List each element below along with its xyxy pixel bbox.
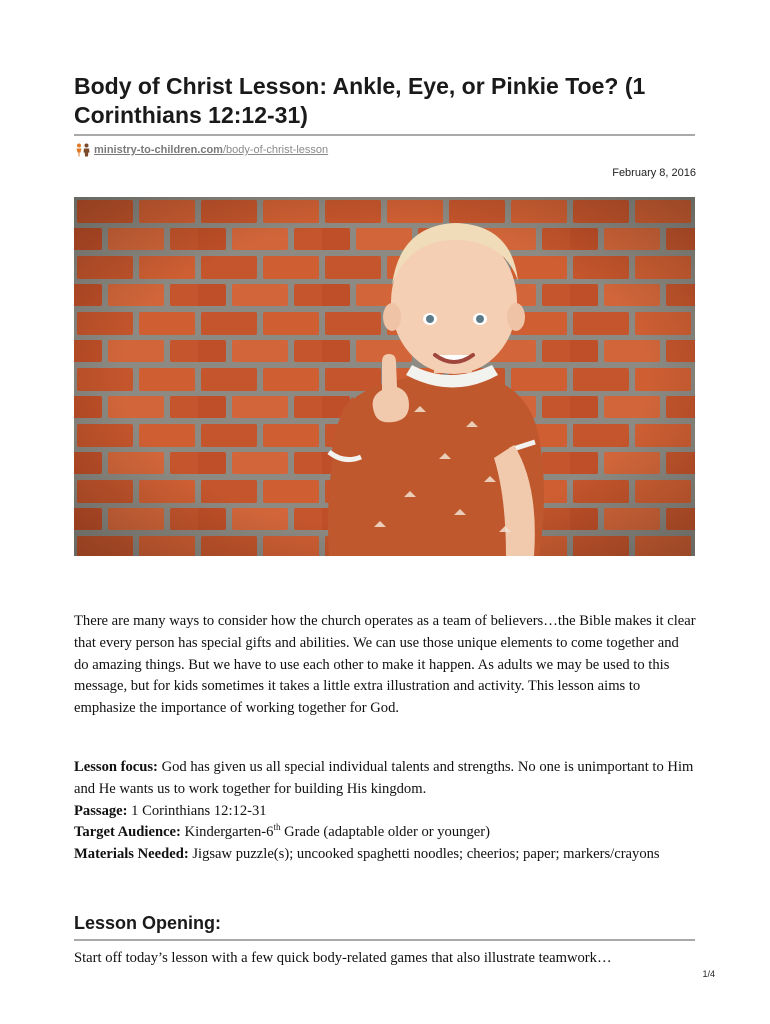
source-link[interactable]: [74, 142, 328, 158]
section-divider: [74, 939, 695, 941]
lesson-audience: [74, 822, 696, 844]
audience-text: Kindergarten-6: [184, 824, 274, 841]
lesson-focus: [74, 757, 696, 801]
intro-paragraph: There are many ways to consider how the church operates as a team of believers…the Bible makes it clear that every person has special gifts and abilities. We can use those unique elements to come together and do amazing things. But we have to use each other to make it happen. As adults we may be used to this message, but for kids sometimes it takes a little extra illustration and activity. This lesson aims to emphasize the importance of working together for God.: [74, 613, 696, 717]
focus-text: God has given us all special individual talents and strengths. No one is unimportant to Him and He wants us to work together for building His kingdom.: [74, 759, 694, 797]
lesson-materials: [74, 844, 696, 866]
section-heading: Lesson Opening:: [74, 913, 222, 933]
article-photo: [74, 197, 695, 556]
lesson-details: [74, 757, 696, 866]
passage-label: Passage:: [74, 802, 128, 819]
passage-text: 1 Corinthians 12:12-31: [131, 802, 267, 819]
focus-label: Lesson focus:: [74, 759, 158, 775]
page-number: 1/4: [702, 969, 715, 979]
materials-text: Jigsaw puzzle(s); uncooked spaghetti noodles; cheerios; paper; markers/crayons: [192, 846, 660, 863]
audience-text-post: Grade (adaptable older or younger): [284, 824, 490, 841]
audience-label: Target Audience:: [74, 824, 181, 841]
title-divider: [74, 134, 695, 136]
source-path[interactable]: /body-of-christ-lesson: [222, 144, 329, 156]
section-first-line: Start off today’s lesson with a few quick body-related games that also illustrate teamwork…: [74, 950, 612, 966]
materials-label: Materials Needed:: [74, 846, 189, 863]
publish-date: February 8, 2016: [612, 167, 696, 179]
audience-sup: th: [273, 822, 281, 833]
article-title: Body of Christ Lesson: Ankle, Eye, or Pinkie Toe? (1 Corinthians 12:12-31): [74, 73, 646, 128]
lesson-passage: [74, 801, 696, 823]
kids-icon: [74, 143, 92, 157]
source-domain[interactable]: ministry-to-children.com: [94, 144, 223, 156]
